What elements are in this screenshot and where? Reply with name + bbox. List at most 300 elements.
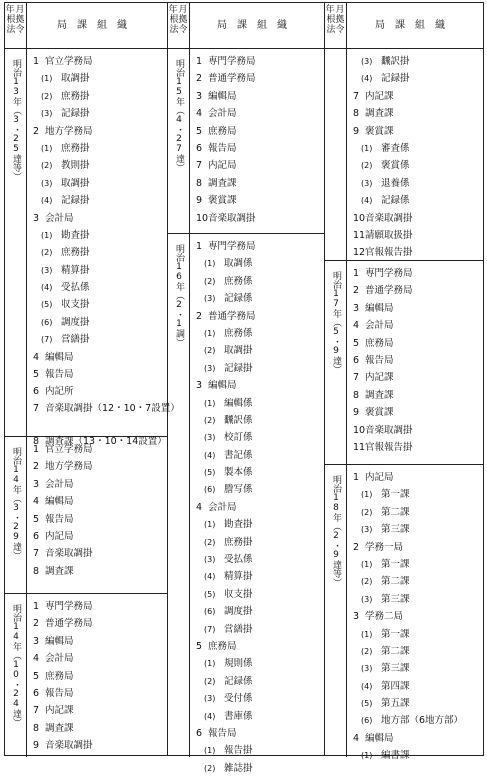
bureau-item — [347, 387, 483, 404]
item-label: 庶務掛 — [61, 142, 90, 154]
item-label: 庶務係 — [224, 327, 253, 339]
item-number: (5) — [41, 300, 53, 310]
item-number: 10 — [196, 212, 209, 224]
section-item — [27, 244, 167, 261]
item-number: 9 — [353, 407, 360, 419]
item-label: 勘査掛 — [224, 519, 253, 531]
period-cell — [325, 261, 347, 464]
item-number: 5 — [353, 337, 360, 349]
item-label: 雑誌掛 — [224, 762, 253, 774]
period-section — [5, 594, 167, 757]
item-number: (1) — [204, 328, 216, 338]
item-number: 3 — [33, 212, 40, 224]
item-label: 専門学務局 — [45, 601, 93, 612]
item-number: (1) — [41, 74, 53, 84]
item-number: 8 — [196, 177, 203, 189]
section-item — [347, 192, 483, 209]
item-number: (2) — [361, 161, 373, 171]
item-label: 報告局 — [45, 687, 74, 699]
item-label: 音楽取調掛 — [208, 212, 256, 224]
item-label: 収支掛 — [61, 299, 90, 311]
item-label: 調査課（13・10・14設置） — [45, 435, 167, 447]
period-section — [325, 261, 483, 465]
period-cell — [325, 465, 347, 757]
bureau-item — [27, 720, 167, 737]
item-number: (2) — [361, 507, 373, 517]
item-label: 会計局 — [208, 501, 237, 513]
item-number: 7 — [353, 372, 360, 384]
item-number: 1 — [33, 444, 40, 455]
bureau-item — [27, 528, 167, 545]
item-label: 普通学務局 — [208, 310, 256, 322]
section-item — [347, 157, 483, 174]
bureau-item — [27, 401, 180, 433]
item-label: 報告掛 — [224, 745, 253, 757]
item-label: 官立学務局 — [45, 444, 93, 455]
item-number: (5) — [204, 589, 216, 599]
item-label: 報告局 — [45, 513, 74, 525]
section-item — [190, 395, 324, 412]
section-item — [190, 464, 324, 481]
bureau-item — [347, 282, 483, 299]
item-label: 第一課 — [381, 628, 410, 640]
section-item — [190, 742, 324, 759]
item-label: 庶務局 — [45, 670, 74, 682]
item-number: 4 — [196, 108, 203, 120]
bureau-list — [347, 469, 483, 765]
item-label: 第二課 — [381, 645, 410, 657]
item-number: 1 — [33, 56, 40, 67]
bureau-list — [347, 53, 483, 262]
item-label: 庶務局 — [365, 337, 394, 349]
item-label: 受払係 — [224, 554, 253, 566]
item-number: (1) — [361, 559, 373, 569]
item-label: 内記所 — [45, 386, 74, 398]
item-number: (1) — [361, 143, 373, 153]
item-label: 取調掛 — [61, 73, 90, 85]
item-label: 調査課 — [45, 722, 74, 734]
item-number: 2 — [33, 461, 40, 473]
item-number: 6 — [196, 727, 203, 739]
item-label: 退養係 — [381, 177, 410, 189]
item-number: 5 — [33, 369, 40, 381]
item-label: 普通学務局 — [208, 73, 256, 85]
item-label: 編輯局 — [45, 635, 74, 647]
bureau-item — [27, 668, 167, 685]
item-number: 5 — [33, 513, 40, 525]
item-number: 4 — [353, 320, 360, 332]
item-label: 褒賞課 — [208, 195, 237, 207]
period-label: 明治17年（5・9達） — [331, 271, 341, 374]
item-label: 会計局 — [45, 653, 74, 665]
bureau-item — [27, 598, 167, 615]
section-item — [190, 342, 324, 359]
bureau-item — [347, 105, 483, 122]
item-label: 専門学務局 — [208, 56, 256, 67]
item-number: 3 — [196, 90, 203, 102]
section-item — [190, 429, 324, 446]
item-number: (3) — [361, 525, 373, 535]
section-item — [190, 551, 324, 568]
period-cell — [5, 437, 27, 593]
item-number: (2) — [204, 676, 216, 686]
bureau-item — [347, 469, 483, 486]
bureau-item — [347, 369, 483, 386]
item-number: 4 — [196, 501, 203, 513]
bureau-item — [347, 88, 483, 105]
item-label: 取調掛 — [224, 345, 253, 357]
item-label: 取調係 — [224, 258, 253, 270]
item-label: 第五課 — [381, 698, 410, 710]
item-label: 褒賞課 — [365, 125, 394, 137]
item-number: 6 — [33, 386, 40, 398]
period-cell — [5, 594, 27, 757]
item-label: 地方学務局 — [45, 125, 93, 137]
item-number: 1 — [353, 472, 360, 483]
section-item — [27, 262, 167, 279]
bureau-item — [27, 737, 167, 754]
item-label: 記録掛 — [61, 195, 90, 207]
section-item — [347, 695, 483, 712]
section-item — [347, 53, 483, 70]
item-label: 調査課 — [45, 565, 74, 577]
bureau-item — [27, 493, 167, 510]
bureau-item — [27, 366, 167, 383]
bureau-item — [27, 53, 167, 70]
section-item — [27, 157, 167, 174]
header-year-month: 年月 — [5, 5, 26, 15]
section-item — [347, 70, 483, 87]
period-label: 明治16年（2・1調） — [174, 244, 184, 347]
section-item — [190, 603, 324, 620]
item-number: 1 — [196, 56, 203, 67]
item-number: 6 — [196, 142, 203, 154]
item-label: 記録係 — [381, 195, 410, 207]
item-label: 報告局 — [365, 354, 394, 366]
bureau-item — [190, 123, 324, 140]
bureau-item — [27, 615, 167, 632]
item-label: 音楽取調掛（12・10・7設置） — [45, 402, 180, 414]
item-number: (3) — [41, 265, 53, 275]
item-label: 庶務局 — [208, 125, 237, 137]
period-section — [168, 234, 324, 774]
item-label: 音楽取調掛 — [365, 212, 413, 224]
section-item — [190, 360, 324, 377]
period-cell — [168, 234, 190, 757]
item-number: 2 — [353, 541, 360, 553]
bureau-item — [347, 227, 483, 244]
item-label: 記録掛 — [381, 73, 410, 85]
section-item — [347, 504, 483, 521]
bureau-item — [190, 175, 324, 192]
bureau-item — [190, 308, 324, 325]
item-label: 教則掛 — [61, 160, 90, 172]
section-item — [27, 331, 167, 348]
period-cell — [168, 49, 190, 233]
item-label: 庶務掛 — [224, 536, 253, 548]
period-label: 明治15年（4・27達） — [174, 59, 184, 172]
item-number: 8 — [33, 722, 40, 734]
item-label: 営繕掛 — [61, 334, 90, 346]
item-label: 記録掛 — [61, 108, 90, 120]
bureau-list — [27, 598, 167, 755]
item-label: 報告局 — [208, 142, 237, 154]
item-number: 7 — [33, 402, 40, 414]
item-label: 褒賞課 — [365, 407, 394, 419]
bureau-item — [190, 638, 324, 655]
section-item — [190, 481, 324, 498]
section-item — [190, 255, 324, 272]
column-header — [5, 3, 167, 49]
item-number: 6 — [353, 354, 360, 366]
item-number: 2 — [196, 310, 203, 322]
item-number: (4) — [41, 283, 53, 293]
section-item — [27, 227, 167, 244]
bureau-item — [27, 511, 167, 528]
section-item — [27, 279, 167, 296]
section-item — [347, 175, 483, 192]
item-number: (7) — [41, 335, 53, 345]
item-number: (1) — [204, 259, 216, 269]
period-label: 明治13年（3・25達等） — [11, 59, 21, 181]
section-item — [190, 690, 324, 707]
item-label: 地方学務局 — [45, 461, 93, 473]
item-number: (5) — [204, 468, 216, 478]
section-item — [190, 621, 324, 638]
bureau-item — [347, 265, 483, 282]
section-item — [190, 290, 324, 307]
item-label: 官報報告掛 — [365, 441, 413, 453]
item-number: (7) — [204, 624, 216, 634]
item-label: 第三課 — [381, 663, 410, 675]
item-label: 記録掛 — [224, 362, 253, 374]
item-label: 内記課 — [45, 705, 74, 717]
section-item — [27, 105, 167, 122]
item-number: (1) — [361, 490, 373, 500]
item-number: (2) — [204, 415, 216, 425]
item-label: 請願取扱掛 — [365, 229, 413, 241]
item-label: 書庫係 — [224, 710, 253, 722]
bureau-item — [27, 563, 167, 580]
item-number: 12 — [353, 247, 366, 259]
item-label: 専門学務局 — [208, 241, 256, 252]
item-number: (3) — [204, 294, 216, 304]
section-item — [27, 88, 167, 105]
item-number: 4 — [33, 653, 40, 665]
period-label: 明治14年（3・29達） — [11, 447, 21, 560]
item-number: 5 — [196, 125, 203, 137]
bureau-item — [27, 441, 167, 458]
section-item — [27, 140, 167, 157]
item-label: 内記局 — [45, 530, 74, 542]
section-item — [347, 556, 483, 573]
section-item — [27, 296, 167, 313]
bureau-item — [347, 608, 483, 625]
item-label: 勘査掛 — [61, 229, 90, 241]
item-number: (2) — [41, 248, 53, 258]
item-label: 調度掛 — [61, 316, 90, 328]
item-number: (4) — [361, 681, 373, 691]
item-label: 地方部（6地方部） — [381, 715, 464, 727]
column-header — [168, 3, 324, 49]
section-item — [27, 192, 167, 209]
item-label: 編輯局 — [45, 496, 74, 508]
item-number: 7 — [33, 705, 40, 717]
item-label: 編輯係 — [224, 397, 253, 409]
organization-table — [4, 2, 484, 774]
period-label: 明治18年（2・9達等） — [331, 475, 341, 587]
section-item — [27, 175, 167, 192]
item-number: (1) — [204, 659, 216, 669]
item-label: 調査課 — [365, 389, 394, 401]
section-item — [347, 660, 483, 677]
header-law: 法令 — [169, 25, 188, 35]
period-section — [325, 49, 483, 261]
bureau-item — [347, 539, 483, 556]
item-label: 第三課 — [381, 524, 410, 536]
bureau-item — [190, 499, 324, 516]
item-label: 報告局 — [208, 727, 237, 739]
item-label: 内記課 — [365, 372, 394, 384]
item-label: 受付係 — [224, 693, 253, 705]
section-item — [190, 760, 324, 777]
bureau-item — [190, 210, 324, 227]
item-label: 製本係 — [224, 467, 253, 479]
item-label: 取調掛 — [61, 177, 90, 189]
section-item — [190, 673, 324, 690]
section-item — [347, 643, 483, 660]
item-label: 第二課 — [381, 576, 410, 588]
column-header — [325, 3, 483, 49]
item-number: 9 — [33, 740, 40, 752]
item-number: 3 — [33, 478, 40, 490]
item-label: 審査係 — [381, 142, 410, 154]
item-number: 2 — [33, 618, 40, 630]
period-cell — [325, 49, 347, 260]
bureau-item — [27, 633, 167, 650]
header-title: 局課組織 — [57, 20, 137, 31]
bureau-item — [27, 210, 167, 227]
section-item — [190, 447, 324, 464]
item-label: 校訂係 — [224, 432, 253, 444]
item-number: (3) — [204, 555, 216, 565]
bureau-list — [190, 238, 324, 777]
item-number: (3) — [361, 178, 373, 188]
item-label: 内記局 — [208, 160, 237, 172]
item-number: 2 — [353, 285, 360, 297]
bureau-list — [27, 441, 167, 580]
item-label: 報告局 — [45, 369, 74, 381]
section-item — [347, 626, 483, 643]
section-item — [347, 747, 483, 764]
item-label: 収支掛 — [224, 588, 253, 600]
item-number: 9 — [196, 195, 203, 207]
item-label: 飜訳係 — [224, 414, 253, 426]
bureau-item — [27, 123, 167, 140]
item-number: (3) — [361, 594, 373, 604]
bureau-item — [27, 476, 167, 493]
item-number: 3 — [353, 302, 360, 314]
bureau-item — [27, 650, 167, 667]
table-column-2 — [168, 3, 325, 774]
bureau-item — [347, 317, 483, 334]
period-section — [325, 465, 483, 762]
item-label: 精算掛 — [224, 571, 253, 583]
section-item — [190, 412, 324, 429]
item-number: 4 — [353, 732, 360, 744]
item-label: 庶務掛 — [61, 247, 90, 259]
item-label: 記録係 — [224, 675, 253, 687]
period-label: 明治14年（10・24達） — [11, 604, 21, 727]
header-law: 法令 — [326, 25, 345, 35]
item-number: (2) — [204, 346, 216, 356]
item-label: 謄写係 — [224, 484, 253, 496]
item-label: 調査課 — [365, 108, 394, 120]
bureau-item — [27, 545, 167, 562]
item-label: 官立学務局 — [45, 56, 93, 67]
item-number: 1 — [33, 601, 40, 612]
bureau-item — [190, 192, 324, 209]
item-number: (6) — [204, 607, 216, 617]
item-label: 音楽取調掛 — [45, 740, 93, 752]
item-number: (3) — [361, 57, 373, 66]
section-item — [347, 521, 483, 538]
item-label: 飜訳掛 — [381, 56, 410, 67]
bureau-item — [190, 70, 324, 87]
item-label: 第一課 — [381, 558, 410, 570]
bureau-item — [190, 377, 324, 394]
bureau-item — [190, 140, 324, 157]
period-section — [5, 437, 167, 594]
period-cell — [5, 49, 27, 436]
section-item — [347, 573, 483, 590]
bureau-item — [27, 702, 167, 719]
item-label: 会計局 — [45, 212, 74, 224]
section-item — [190, 325, 324, 342]
item-number: 9 — [353, 125, 360, 137]
section-item — [347, 486, 483, 503]
item-number: 3 — [196, 380, 203, 392]
item-number: 2 — [33, 125, 40, 137]
item-number: 8 — [33, 565, 40, 577]
bureau-item — [190, 238, 324, 255]
item-number: (4) — [204, 711, 216, 721]
item-number: 10 — [353, 424, 366, 436]
item-number: (1) — [41, 230, 53, 240]
item-label: 編輯局 — [208, 380, 237, 392]
item-number: (6) — [204, 485, 216, 495]
item-number: (2) — [204, 763, 216, 773]
item-number: 4 — [33, 351, 40, 363]
item-label: 内記局 — [365, 472, 394, 483]
item-number: (6) — [41, 317, 53, 327]
item-number: 11 — [353, 229, 366, 241]
header-title: 局課組織 — [375, 20, 455, 31]
item-number: 6 — [33, 530, 40, 542]
item-label: 会計局 — [208, 108, 237, 120]
item-number: (1) — [204, 746, 216, 756]
item-number: (3) — [41, 109, 53, 119]
item-number: 1 — [353, 268, 360, 279]
year-law-header — [325, 3, 347, 49]
item-number: 5 — [196, 640, 203, 652]
section-item — [27, 70, 167, 87]
item-number: (2) — [204, 276, 216, 286]
item-label: 営繕掛 — [224, 623, 253, 635]
item-number: 8 — [33, 435, 40, 447]
item-number: (2) — [204, 537, 216, 547]
bureau-item — [27, 383, 167, 400]
